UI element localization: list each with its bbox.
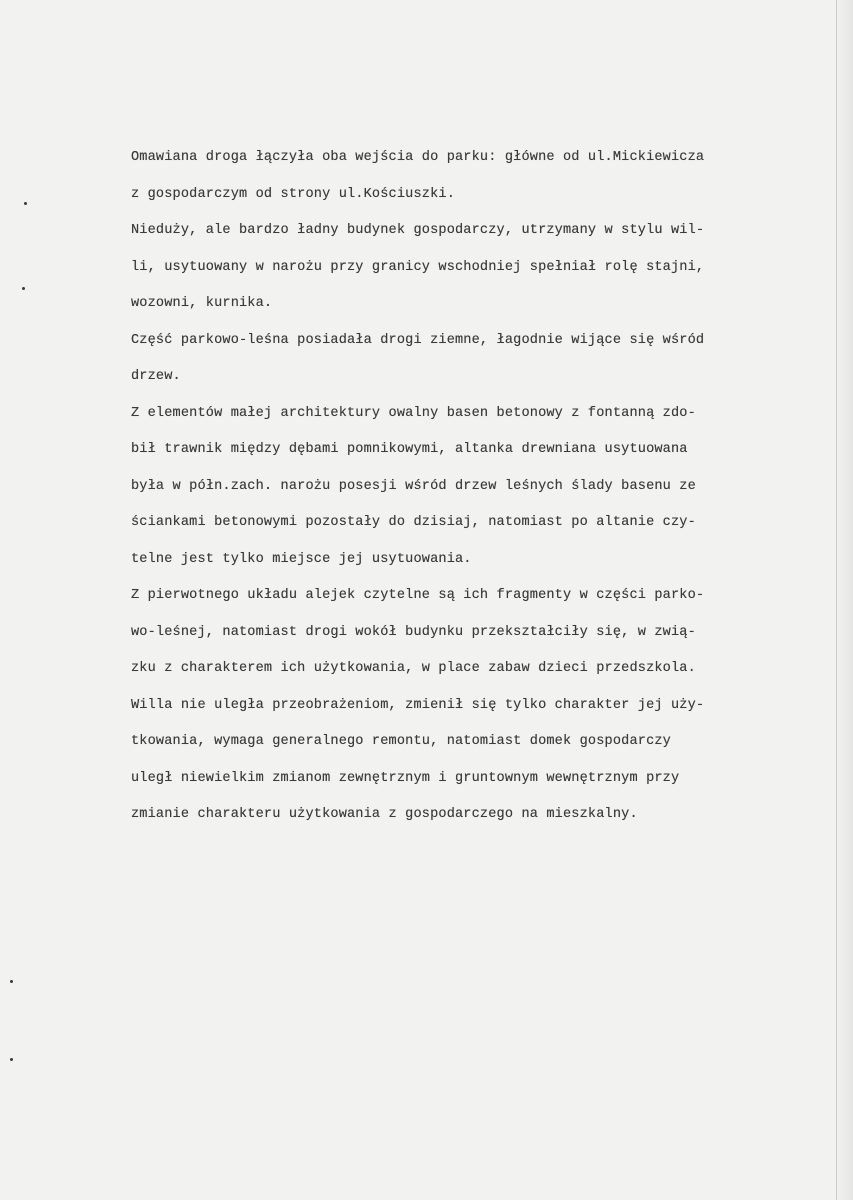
text-line: zmianie charakteru użytkowania z gospodarczego na mieszkalny. <box>131 807 638 822</box>
text-line: bił trawnik między dębami pomnikowymi, altanka drewniana usytuowana <box>131 442 688 457</box>
text-line: Z pierwotnego układu alejek czytelne są ich fragmenty w części parko- <box>131 588 705 603</box>
text-line: Willa nie uległa przeobrażeniom, zmienił się tylko charakter jej uży- <box>131 697 705 713</box>
text-line: uległ niewielkim zmianom zewnętrznym i gruntownym wewnętrznym przy <box>131 770 680 786</box>
text-line: Z elementów małej architektury owalny basen betonowy z fontanną zdo- <box>131 405 696 421</box>
text-line: była w półn.zach. narożu posesji wśród drzew leśnych ślady basenu ze <box>131 478 696 494</box>
margin-speck <box>22 287 25 290</box>
text-line: Omawiana droga łączyła oba wejścia do parku: główne od ul.Mickiewicza <box>131 150 705 165</box>
margin-speck <box>10 980 13 983</box>
text-line: z gospodarczym od strony ul.Kościuszki. <box>131 186 455 202</box>
text-line: Część parkowo-leśna posiadała drogi ziemne, łagodnie wijące się wśród <box>131 332 705 348</box>
typewritten-text <box>131 140 843 834</box>
margin-speck <box>24 202 27 205</box>
margin-speck <box>10 1058 13 1061</box>
text-line: li, usytuowany w narożu przy granicy wschodniej spełniał rolę stajni, <box>131 259 705 275</box>
text-line: drzew. <box>131 369 181 384</box>
text-line: Nieduży, ale bardzo ładny budynek gospodarczy, utrzymany w stylu wil- <box>131 223 705 238</box>
text-line: ściankami betonowymi pozostały do dzisiaj, natomiast po altanie czy- <box>131 515 696 530</box>
text-line: wo-leśnej, natomiast drogi wokół budynku przekształciły się, w zwią- <box>131 624 696 640</box>
text-line: tkowania, wymaga generalnego remontu, natomiast domek gospodarczy <box>131 734 671 749</box>
text-line: wozowni, kurnika. <box>131 296 273 311</box>
text-line: telne jest tylko miejsce jej usytuowania. <box>131 551 472 567</box>
text-line: zku z charakterem ich użytkowania, w place zabaw dzieci przedszkola. <box>131 661 696 676</box>
